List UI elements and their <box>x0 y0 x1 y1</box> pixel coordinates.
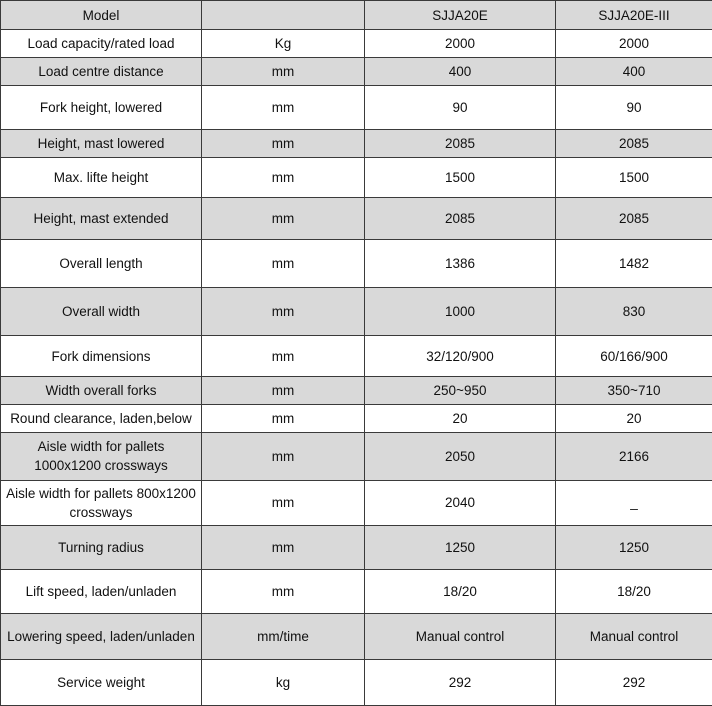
table-row <box>1 158 712 198</box>
row-value-b: 90 <box>556 86 712 130</box>
row-value-b: 2000 <box>556 30 712 58</box>
row-value-b: 18/20 <box>556 569 712 613</box>
row-value-b: 1250 <box>556 525 712 569</box>
row-unit: mm <box>202 336 365 377</box>
row-value-b: 292 <box>556 659 712 705</box>
table-row <box>1 86 712 130</box>
row-unit: mm <box>202 158 365 198</box>
row-value-a: 400 <box>365 58 556 86</box>
row-param: Round clearance, laden,below <box>1 405 202 432</box>
table-row <box>1 198 712 240</box>
table-row <box>1 58 712 86</box>
row-value-a: 1000 <box>365 288 556 336</box>
table-row <box>1 569 712 613</box>
row-unit: mm <box>202 569 365 613</box>
row-param: Fork height, lowered <box>1 86 202 130</box>
header-model-label: Model <box>1 1 202 30</box>
row-unit: mm <box>202 405 365 432</box>
row-param: Overall width <box>1 288 202 336</box>
table-row <box>1 613 712 659</box>
row-param: Max. lifte height <box>1 158 202 198</box>
row-value-a: 2040 <box>365 480 556 525</box>
row-param: Load capacity/rated load <box>1 30 202 58</box>
row-value-b: 1482 <box>556 240 712 288</box>
table-row <box>1 659 712 705</box>
row-param: Turning radius <box>1 525 202 569</box>
row-unit: mm <box>202 58 365 86</box>
row-param: Height, mast extended <box>1 198 202 240</box>
table-row <box>1 130 712 158</box>
table-row <box>1 405 712 432</box>
row-value-b: 350~710 <box>556 377 712 405</box>
row-value-b: Manual control <box>556 613 712 659</box>
row-param: Service weight <box>1 659 202 705</box>
row-value-a: 250~950 <box>365 377 556 405</box>
row-param: Height, mast lowered <box>1 130 202 158</box>
row-value-a: 18/20 <box>365 569 556 613</box>
table-row <box>1 480 712 525</box>
row-value-b: _ <box>556 480 712 525</box>
row-unit: mm <box>202 86 365 130</box>
row-unit: mm/time <box>202 613 365 659</box>
row-value-a: 2000 <box>365 30 556 58</box>
row-unit: mm <box>202 130 365 158</box>
row-unit: mm <box>202 525 365 569</box>
row-value-b: 2085 <box>556 130 712 158</box>
row-unit: mm <box>202 480 365 525</box>
row-value-a: 2050 <box>365 432 556 480</box>
row-value-a: 2085 <box>365 198 556 240</box>
row-value-a: Manual control <box>365 613 556 659</box>
row-value-a: 292 <box>365 659 556 705</box>
table-row <box>1 377 712 405</box>
table-row <box>1 525 712 569</box>
row-value-a: 2085 <box>365 130 556 158</box>
row-unit: mm <box>202 377 365 405</box>
header-row <box>1 1 712 30</box>
row-unit: mm <box>202 198 365 240</box>
row-param: Overall length <box>1 240 202 288</box>
table-row <box>1 30 712 58</box>
row-param: Lift speed, laden/unladen <box>1 569 202 613</box>
row-value-a: 1500 <box>365 158 556 198</box>
row-value-a: 20 <box>365 405 556 432</box>
row-value-a: 90 <box>365 86 556 130</box>
row-param: Aisle width for pallets 800x1200 crossways <box>1 480 202 525</box>
row-param: Lowering speed, laden/unladen <box>1 613 202 659</box>
table-row <box>1 288 712 336</box>
row-param: Width overall forks <box>1 377 202 405</box>
header-unit-label <box>202 1 365 30</box>
row-value-b: 2085 <box>556 198 712 240</box>
row-value-b: 830 <box>556 288 712 336</box>
table-row <box>1 336 712 377</box>
row-value-a: 1250 <box>365 525 556 569</box>
row-param: Fork dimensions <box>1 336 202 377</box>
row-param: Load centre distance <box>1 58 202 86</box>
row-unit: kg <box>202 659 365 705</box>
table-row <box>1 432 712 480</box>
row-unit: mm <box>202 432 365 480</box>
row-param: Aisle width for pallets 1000x1200 crossways <box>1 432 202 480</box>
row-value-b: 20 <box>556 405 712 432</box>
row-value-b: 400 <box>556 58 712 86</box>
row-value-a: 1386 <box>365 240 556 288</box>
row-value-b: 1500 <box>556 158 712 198</box>
row-value-b: 2166 <box>556 432 712 480</box>
table-row <box>1 240 712 288</box>
header-model-b: SJJA20E-III <box>556 1 712 30</box>
row-value-a: 32/120/900 <box>365 336 556 377</box>
header-model-a: SJJA20E <box>365 1 556 30</box>
row-unit: mm <box>202 240 365 288</box>
row-value-b: 60/166/900 <box>556 336 712 377</box>
row-unit: mm <box>202 288 365 336</box>
row-unit: Kg <box>202 30 365 58</box>
